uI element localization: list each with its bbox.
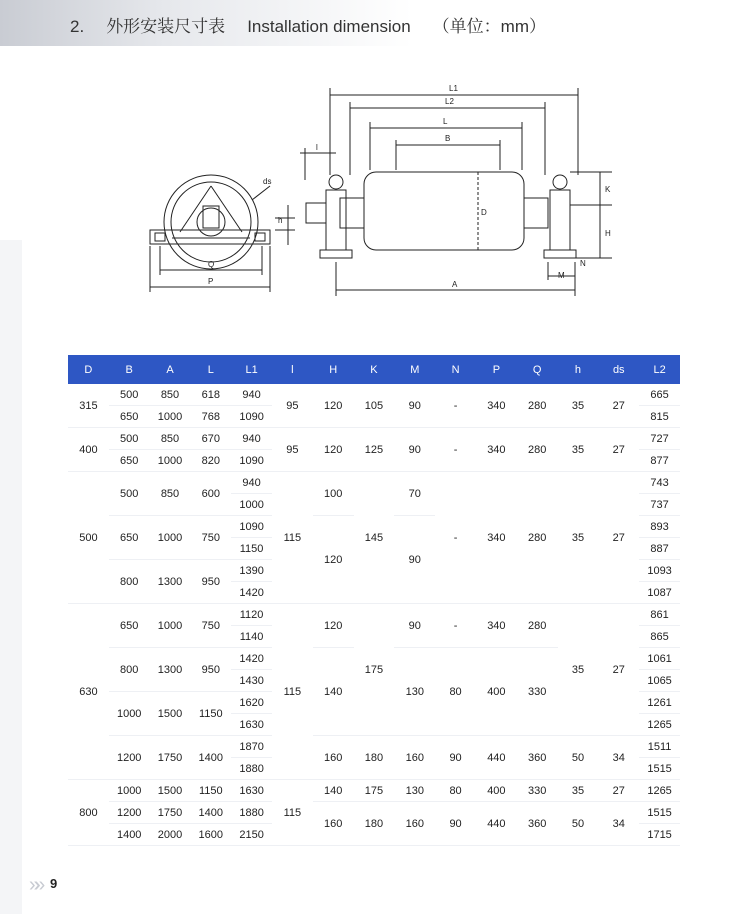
table-cell: 1500: [150, 780, 191, 802]
column-header: L1: [231, 355, 272, 384]
table-cell: 50: [558, 802, 599, 846]
table-cell: 743: [639, 472, 680, 494]
column-header: L2: [639, 355, 680, 384]
table-cell: 1000: [150, 604, 191, 648]
table-cell: 280: [517, 472, 558, 604]
drum-front-view: [300, 88, 612, 296]
table-header-row: [68, 355, 680, 384]
column-header: H: [313, 355, 354, 384]
table-row: [68, 780, 680, 802]
column-header: P: [476, 355, 517, 384]
dim-ds: ds: [263, 177, 272, 186]
table-cell: 800: [109, 648, 150, 692]
table-cell: 160: [394, 802, 435, 846]
table-cell: 650: [109, 406, 150, 428]
table-cell: 27: [598, 384, 639, 428]
table-cell: 35: [558, 780, 599, 802]
table-cell: 1880: [231, 802, 272, 824]
table-cell: 90: [435, 802, 476, 846]
table-cell: -: [435, 428, 476, 472]
table-cell: 750: [190, 516, 231, 560]
table-cell: 340: [476, 428, 517, 472]
table-row: [68, 802, 680, 824]
table-cell: 940: [231, 384, 272, 406]
table-cell: 950: [190, 648, 231, 692]
table-cell: 27: [598, 428, 639, 472]
table-cell: 630: [68, 604, 109, 780]
table-cell: 1000: [150, 450, 191, 472]
column-header: N: [435, 355, 476, 384]
table-cell: 1630: [231, 780, 272, 802]
table-cell: 34: [598, 802, 639, 846]
table-cell: 650: [109, 516, 150, 560]
table-cell: 500: [109, 472, 150, 516]
table-cell: 1400: [190, 736, 231, 780]
unit-label: （单位：mm）: [432, 17, 546, 36]
table-cell: 1300: [150, 648, 191, 692]
table-cell: 105: [354, 384, 395, 428]
table-cell: 800: [109, 560, 150, 604]
table-cell: 90: [394, 384, 435, 428]
table-cell: 650: [109, 604, 150, 648]
dim-N: N: [580, 259, 586, 268]
table-cell: 115: [272, 472, 313, 604]
table-cell: 1630: [231, 714, 272, 736]
page-number: 9: [50, 876, 58, 891]
column-header: ds: [598, 355, 639, 384]
table-cell: 360: [517, 802, 558, 846]
table-cell: 90: [435, 736, 476, 780]
column-header: D: [68, 355, 109, 384]
table-cell: 175: [354, 604, 395, 736]
table-cell: 120: [313, 516, 354, 604]
table-cell: 130: [394, 780, 435, 802]
table-cell: 140: [313, 780, 354, 802]
table-cell: 120: [313, 604, 354, 648]
table-cell: 90: [394, 516, 435, 604]
table-cell: -: [435, 384, 476, 428]
table-cell: 600: [190, 472, 231, 516]
table-cell: 1430: [231, 670, 272, 692]
dim-L: L: [443, 117, 448, 126]
table-cell: 1265: [639, 714, 680, 736]
table-cell: 50: [558, 736, 599, 780]
table-cell: 1120: [231, 604, 272, 626]
table-cell: 500: [109, 384, 150, 406]
table-cell: 1090: [231, 516, 272, 538]
table-cell: 1750: [150, 802, 191, 824]
table-cell: 1400: [190, 802, 231, 824]
table-cell: 400: [476, 648, 517, 736]
table-cell: 340: [476, 472, 517, 604]
column-header: L: [190, 355, 231, 384]
page-margin-band: [0, 240, 22, 914]
table-cell: 140: [313, 648, 354, 736]
table-cell: 820: [190, 450, 231, 472]
table-cell: 35: [558, 604, 599, 736]
dim-B: B: [445, 134, 451, 143]
table-cell: 1140: [231, 626, 272, 648]
table-cell: -: [435, 472, 476, 604]
table-cell: 27: [598, 472, 639, 604]
table-cell: 861: [639, 604, 680, 626]
table-cell: 400: [476, 780, 517, 802]
table-cell: 768: [190, 406, 231, 428]
dim-Q: Q: [208, 260, 215, 269]
table-cell: 160: [313, 802, 354, 846]
table-row: [68, 736, 680, 758]
table-cell: 34: [598, 736, 639, 780]
table-row: [68, 604, 680, 626]
dim-L2: L2: [445, 97, 454, 106]
table-cell: 35: [558, 428, 599, 472]
pulley-side-view: [150, 175, 295, 292]
dim-l: l: [316, 143, 318, 152]
table-cell: 2000: [150, 824, 191, 846]
table-cell: 280: [517, 384, 558, 428]
table-cell: 1870: [231, 736, 272, 758]
table-cell: 950: [190, 560, 231, 604]
table-cell: 815: [639, 406, 680, 428]
table-cell: 1600: [190, 824, 231, 846]
table-cell: 850: [150, 472, 191, 516]
column-header: h: [558, 355, 599, 384]
table-cell: 180: [354, 802, 395, 846]
table-cell: 1061: [639, 648, 680, 670]
table-cell: 1090: [231, 450, 272, 472]
table-cell: 1000: [150, 406, 191, 428]
table-cell: 1620: [231, 692, 272, 714]
dim-K: K: [605, 185, 611, 194]
table-cell: 1087: [639, 582, 680, 604]
table-cell: 670: [190, 428, 231, 450]
table-cell: 1000: [231, 494, 272, 516]
section-title-en: Installation dimension: [247, 17, 411, 36]
table-cell: 1400: [109, 824, 150, 846]
table-cell: 1200: [109, 802, 150, 824]
table-cell: 1265: [639, 780, 680, 802]
table-cell: 280: [517, 604, 558, 648]
table-cell: 330: [517, 648, 558, 736]
table-cell: 360: [517, 736, 558, 780]
table-cell: -: [435, 604, 476, 648]
table-cell: 940: [231, 472, 272, 494]
table-cell: 80: [435, 780, 476, 802]
table-cell: 1150: [190, 692, 231, 736]
table-cell: 175: [354, 780, 395, 802]
table-cell: 280: [517, 428, 558, 472]
dim-A: A: [452, 280, 458, 289]
table-cell: 330: [517, 780, 558, 802]
table-cell: 1093: [639, 560, 680, 582]
table-cell: 90: [394, 604, 435, 648]
table-cell: 145: [354, 472, 395, 604]
table-cell: 2150: [231, 824, 272, 846]
table-cell: 1000: [109, 692, 150, 736]
table-cell: 1261: [639, 692, 680, 714]
column-header: B: [109, 355, 150, 384]
table-cell: 180: [354, 736, 395, 780]
table-cell: 340: [476, 384, 517, 428]
table-cell: 865: [639, 626, 680, 648]
table-cell: 100: [313, 472, 354, 516]
dim-h: h: [278, 216, 283, 225]
table-row: [68, 472, 680, 494]
table-cell: 35: [558, 472, 599, 604]
table-cell: 400: [68, 428, 109, 472]
table-cell: 130: [394, 648, 435, 736]
table-cell: 1420: [231, 582, 272, 604]
table-cell: 315: [68, 384, 109, 428]
table-cell: 940: [231, 428, 272, 450]
table-cell: 120: [313, 384, 354, 428]
section-title-cn: 外形安装尺寸表: [106, 17, 226, 36]
table-cell: 1880: [231, 758, 272, 780]
table-row: [68, 428, 680, 450]
table-cell: 800: [68, 780, 109, 846]
table-cell: 95: [272, 384, 313, 428]
table-cell: 1000: [150, 516, 191, 560]
table-cell: 665: [639, 384, 680, 406]
table-cell: 1511: [639, 736, 680, 758]
table-cell: 90: [394, 428, 435, 472]
table-cell: 1200: [109, 736, 150, 780]
table-cell: 618: [190, 384, 231, 406]
table-cell: 850: [150, 384, 191, 406]
table-cell: 877: [639, 450, 680, 472]
table-cell: 850: [150, 428, 191, 450]
dim-H: H: [605, 229, 611, 238]
table-cell: 1150: [190, 780, 231, 802]
column-header: Q: [517, 355, 558, 384]
table-cell: 727: [639, 428, 680, 450]
table-cell: 27: [598, 780, 639, 802]
table-cell: 650: [109, 450, 150, 472]
table-cell: 340: [476, 604, 517, 648]
dim-M: M: [558, 271, 565, 280]
table-cell: 500: [68, 472, 109, 604]
table-row: [68, 384, 680, 406]
installation-drawing: [0, 0, 750, 330]
dim-D: D: [481, 208, 487, 217]
table-cell: 120: [313, 428, 354, 472]
table-cell: 1300: [150, 560, 191, 604]
table-cell: 70: [394, 472, 435, 516]
table-cell: 27: [598, 604, 639, 736]
table-cell: 160: [313, 736, 354, 780]
table-cell: 887: [639, 538, 680, 560]
table-cell: 1715: [639, 824, 680, 846]
table-cell: 1150: [231, 538, 272, 560]
table-cell: 1420: [231, 648, 272, 670]
table-body: [68, 384, 680, 846]
table-cell: 1515: [639, 802, 680, 824]
table-cell: 125: [354, 428, 395, 472]
table-cell: 1000: [109, 780, 150, 802]
table-cell: 893: [639, 516, 680, 538]
table-cell: 35: [558, 384, 599, 428]
table-cell: 1390: [231, 560, 272, 582]
dim-L1: L1: [449, 84, 458, 93]
table-cell: 1090: [231, 406, 272, 428]
table-cell: 1500: [150, 692, 191, 736]
table-cell: 1750: [150, 736, 191, 780]
table-cell: 1515: [639, 758, 680, 780]
table-cell: 750: [190, 604, 231, 648]
table-cell: 160: [394, 736, 435, 780]
column-header: K: [354, 355, 395, 384]
column-header: l: [272, 355, 313, 384]
chevron-icon: »»: [29, 874, 40, 896]
table-cell: 737: [639, 494, 680, 516]
table-cell: 1065: [639, 670, 680, 692]
table-cell: 115: [272, 780, 313, 846]
table-cell: 80: [435, 648, 476, 736]
table-cell: 440: [476, 736, 517, 780]
section-number: 2.: [70, 17, 85, 36]
table-cell: 500: [109, 428, 150, 450]
table-cell: 95: [272, 428, 313, 472]
dimension-table: [68, 355, 680, 846]
column-header: M: [394, 355, 435, 384]
table-cell: 440: [476, 802, 517, 846]
column-header: A: [150, 355, 191, 384]
table-cell: 115: [272, 604, 313, 780]
dim-P: P: [208, 277, 214, 286]
